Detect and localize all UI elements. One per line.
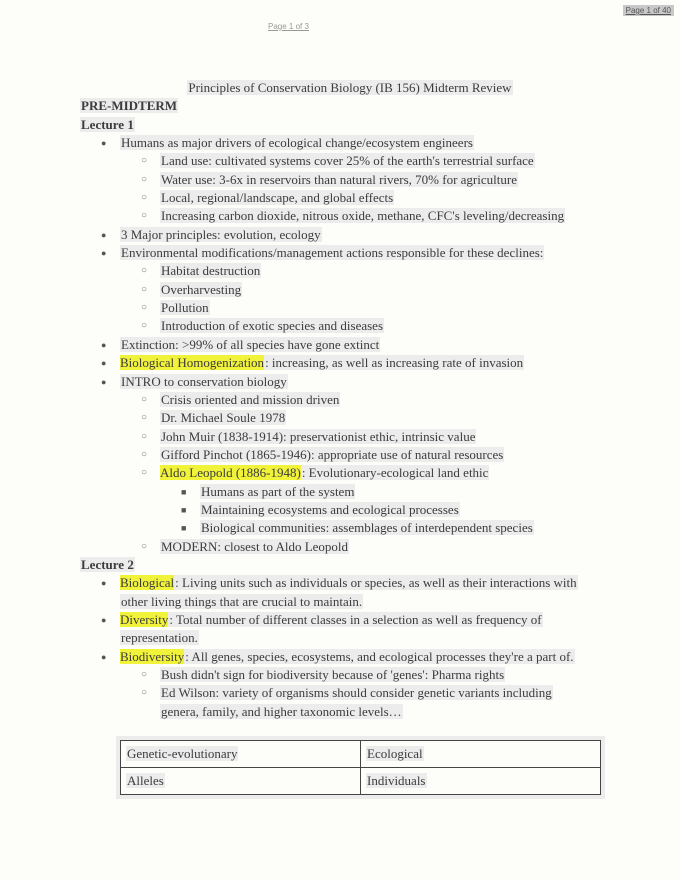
outline (0, 116, 680, 721)
item-text: Local, regional/landscape, and global effects (161, 190, 394, 206)
circle-bullet-icon: ○ (141, 669, 148, 680)
circle-bullet-icon: ○ (141, 192, 148, 204)
item-text: : Total number of different classes in a selection as well as frequency of (169, 611, 542, 627)
table-row (121, 741, 601, 768)
list-item (0, 593, 680, 611)
list-item (0, 483, 680, 501)
page-indicator[interactable]: Page 1 of 40 (623, 5, 674, 16)
document-title (0, 79, 680, 97)
item-text: Introduction of exotic species and diseases (161, 318, 384, 334)
circle-bullet-icon: ○ (141, 302, 148, 314)
table-cell: Genetic-evolutionary (121, 741, 361, 768)
list-item (0, 446, 680, 464)
bullet-icon: ● (101, 614, 107, 625)
circle-bullet-icon: ○ (141, 155, 148, 167)
list-item (0, 281, 680, 299)
item-text: Crisis oriented and mission driven (161, 391, 340, 407)
circle-bullet-icon: ○ (141, 210, 148, 222)
item-text: Environmental modifications/management actions responsible for these declines: (121, 245, 544, 261)
item-text: : Living units such as individuals or species, as well as their interactions with (175, 575, 577, 591)
item-text: Humans as major drivers of ecological change/ecosystem engineers (121, 135, 473, 151)
bullet-icon: ● (101, 651, 107, 662)
item-text: Dr. Michael Soule 1978 (161, 410, 286, 426)
list-item (0, 354, 680, 372)
list-item (0, 501, 680, 519)
circle-bullet-icon: ○ (141, 393, 148, 405)
sub-page-indicator[interactable]: Page 1 of 3 (268, 22, 309, 31)
section-heading (0, 97, 680, 115)
item-text: : Evolutionary-ecological land ethic (301, 465, 489, 481)
item-text: Ed Wilson: variety of organisms should consider genetic variants including (161, 685, 552, 701)
square-bullet-icon: ■ (181, 486, 187, 497)
table-cell: Ecological (361, 741, 601, 768)
circle-bullet-icon: ○ (141, 467, 148, 479)
list-item (0, 299, 680, 317)
item-text: Extinction: >99% of all species have gone extinct (121, 336, 380, 352)
list-item (0, 684, 680, 702)
item-text: representation. (121, 630, 198, 646)
circle-bullet-icon: ○ (141, 430, 148, 442)
item-text: Bush didn't sign for biodiversity because of 'genes': Pharma rights (161, 667, 505, 682)
list-item (0, 244, 680, 262)
lecture-heading (0, 556, 680, 574)
table-row (121, 768, 601, 795)
title-text: Principles of Conservation Biology (IB 156) Midterm Review (188, 80, 512, 95)
item-text: Maintaining ecosystems and ecological processes (201, 501, 459, 517)
item-text: Overharvesting (161, 281, 242, 297)
item-text: Lecture 2 (81, 556, 134, 572)
bullet-icon: ● (101, 358, 107, 369)
list-item (0, 611, 680, 629)
highlighted-term: Biodiversity (120, 648, 185, 664)
circle-bullet-icon: ○ (141, 687, 148, 699)
list-item (0, 538, 680, 556)
circle-bullet-icon: ○ (141, 265, 148, 277)
highlighted-term: Biological Homogenization (120, 355, 265, 371)
list-item (0, 171, 680, 189)
item-text: Water use: 3-6x in reservoirs than natural rivers, 70% for agriculture (161, 171, 517, 187)
list-item (0, 519, 680, 537)
circle-bullet-icon: ○ (141, 320, 148, 332)
bullet-icon: ● (101, 138, 107, 149)
list-item (0, 464, 680, 482)
highlighted-term: Diversity (120, 611, 169, 627)
list-item (0, 574, 680, 592)
item-text: Habitat destruction (161, 263, 261, 279)
section-text: PRE-MIDTERM (81, 98, 178, 114)
comparison-table (120, 740, 601, 795)
item-text: John Muir (1838-1914): preservationist ethic, intrinsic value (161, 428, 476, 444)
bullet-icon: ● (101, 376, 107, 387)
list-item (0, 336, 680, 354)
list-item (0, 207, 680, 225)
item-text: Gifford Pinchot (1865-1946): appropriate use of natural resources (161, 446, 504, 462)
list-item (0, 666, 680, 684)
list-item (0, 703, 680, 721)
bullet-icon: ● (101, 339, 107, 350)
list-item (0, 317, 680, 335)
circle-bullet-icon: ○ (141, 412, 148, 424)
highlighted-term: Aldo Leopold (1886-1948) (160, 465, 301, 481)
table-cell: Individuals (361, 768, 601, 795)
item-text: Biological communities: assemblages of interdependent species (201, 520, 533, 536)
highlighted-term: Biological (120, 575, 175, 591)
list-item (0, 373, 680, 391)
item-text: Humans as part of the system (201, 483, 355, 499)
square-bullet-icon: ■ (181, 504, 187, 515)
circle-bullet-icon: ○ (141, 173, 148, 185)
item-text: Land use: cultivated systems cover 25% of the earth's terrestrial surface (161, 153, 534, 169)
list-item (0, 409, 680, 427)
bullet-icon: ● (101, 578, 107, 589)
item-text: Lecture 1 (81, 116, 134, 132)
list-item (0, 226, 680, 244)
item-text: genera, family, and higher taxonomic levels… (161, 703, 402, 719)
item-text: Pollution (161, 300, 209, 316)
document-body (0, 79, 680, 721)
list-item (0, 629, 680, 647)
list-item (0, 428, 680, 446)
item-text: other living things that are crucial to maintain. (121, 593, 363, 609)
list-item (0, 648, 680, 666)
item-text: : All genes, species, ecosystems, and ecological processes they're a part of. (185, 648, 574, 664)
list-item (0, 152, 680, 170)
item-text: : increasing, as well as increasing rate of invasion (265, 355, 524, 371)
table-cell: Alleles (121, 768, 361, 795)
item-text: Increasing carbon dioxide, nitrous oxide, methane, CFC's leveling/decreasing (161, 208, 565, 224)
circle-bullet-icon: ○ (141, 540, 148, 552)
item-text: INTRO to conservation biology (121, 373, 287, 389)
square-bullet-icon: ■ (181, 523, 187, 534)
list-item (0, 391, 680, 409)
list-item (0, 262, 680, 280)
circle-bullet-icon: ○ (141, 283, 148, 295)
bullet-icon: ● (101, 248, 107, 259)
item-text: 3 Major principles: evolution, ecology (121, 226, 321, 242)
list-item (0, 134, 680, 152)
list-item (0, 189, 680, 207)
circle-bullet-icon: ○ (141, 448, 148, 460)
lecture-heading (0, 116, 680, 134)
item-text: MODERN: closest to Aldo Leopold (161, 538, 349, 554)
bullet-icon: ● (101, 229, 107, 240)
